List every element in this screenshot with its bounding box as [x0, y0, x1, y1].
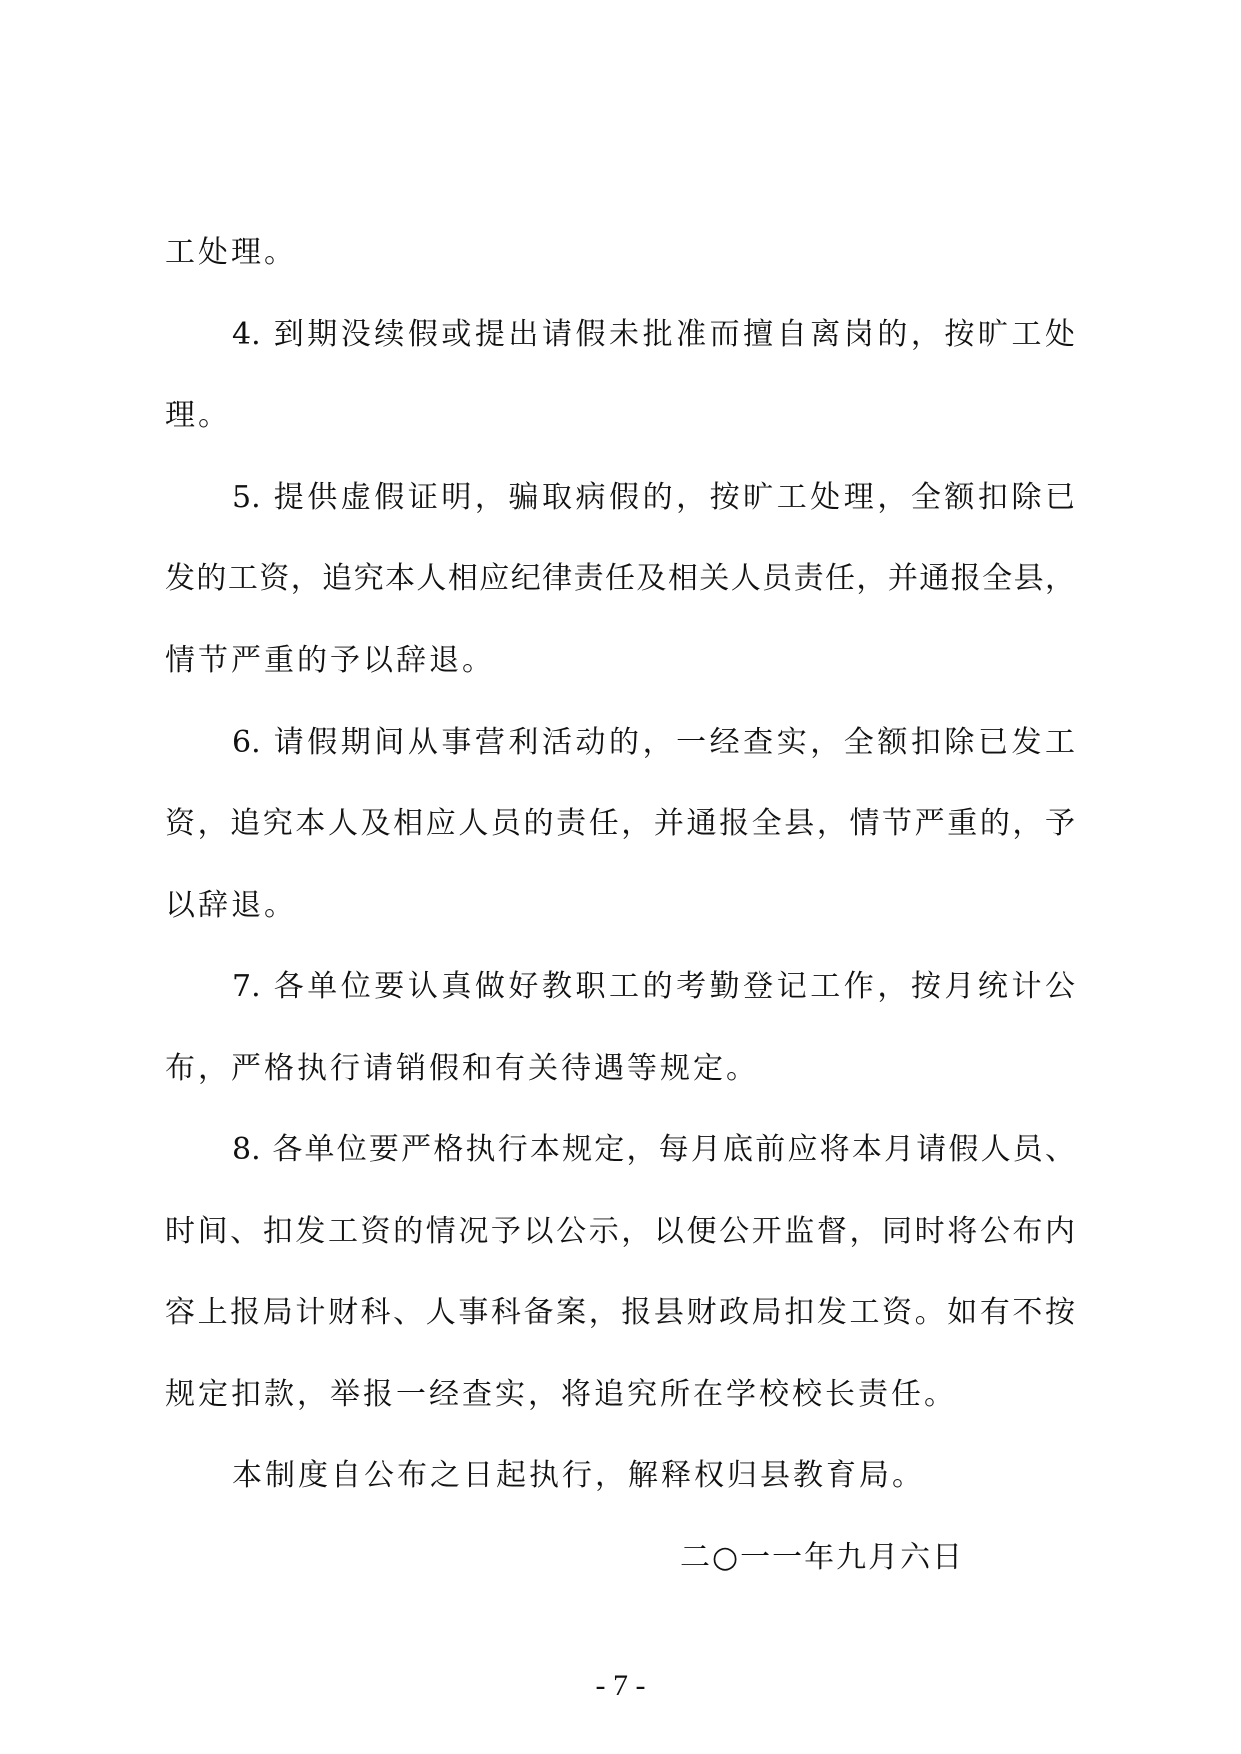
item-7-line-2: 布，严格执行请销假和有关待遇等规定。: [165, 1051, 759, 1086]
item-4-line-1: 4. 到期没续假或提出请假未批准而擅自离岗的，按旷工处: [232, 317, 1075, 352]
item-6-line-3: 以辞退。: [165, 888, 297, 923]
item-5-line-2: 发的工资，追究本人相应纪律责任及相关人员责任，并通报全县，: [165, 561, 1075, 596]
item-8-line-3: 容上报局计财科、人事科备案，报县财政局扣发工资。如有不按: [165, 1295, 1075, 1330]
item-8-line-4: 规定扣款，举报一经查实，将追究所在学校校长责任。: [165, 1377, 957, 1412]
document-date: 二○一一年九月六日: [680, 1540, 965, 1575]
paragraph-3-end-line: 工处理。: [165, 235, 297, 270]
item-8-line-1: 8. 各单位要严格执行本规定，每月底前应将本月请假人员、: [232, 1132, 1075, 1167]
item-6-line-1: 6. 请假期间从事营利活动的，一经查实，全额扣除已发工: [232, 725, 1075, 760]
item-5-line-3: 情节严重的予以辞退。: [165, 643, 495, 678]
page-number: - 7 -: [595, 1669, 646, 1702]
item-8-line-2: 时间、扣发工资的情况予以公示，以便公开监督，同时将公布内: [165, 1214, 1075, 1249]
item-4-line-2: 理。: [165, 398, 231, 433]
item-7-line-1: 7. 各单位要认真做好教职工的考勤登记工作，按月统计公: [232, 969, 1075, 1004]
item-6-line-2: 资，追究本人及相应人员的责任，并通报全县，情节严重的，予: [165, 806, 1075, 841]
closing-statement: 本制度自公布之日起执行，解释权归县教育局。: [232, 1458, 925, 1493]
item-5-line-1: 5. 提供虚假证明，骗取病假的，按旷工处理，全额扣除已: [232, 480, 1075, 515]
